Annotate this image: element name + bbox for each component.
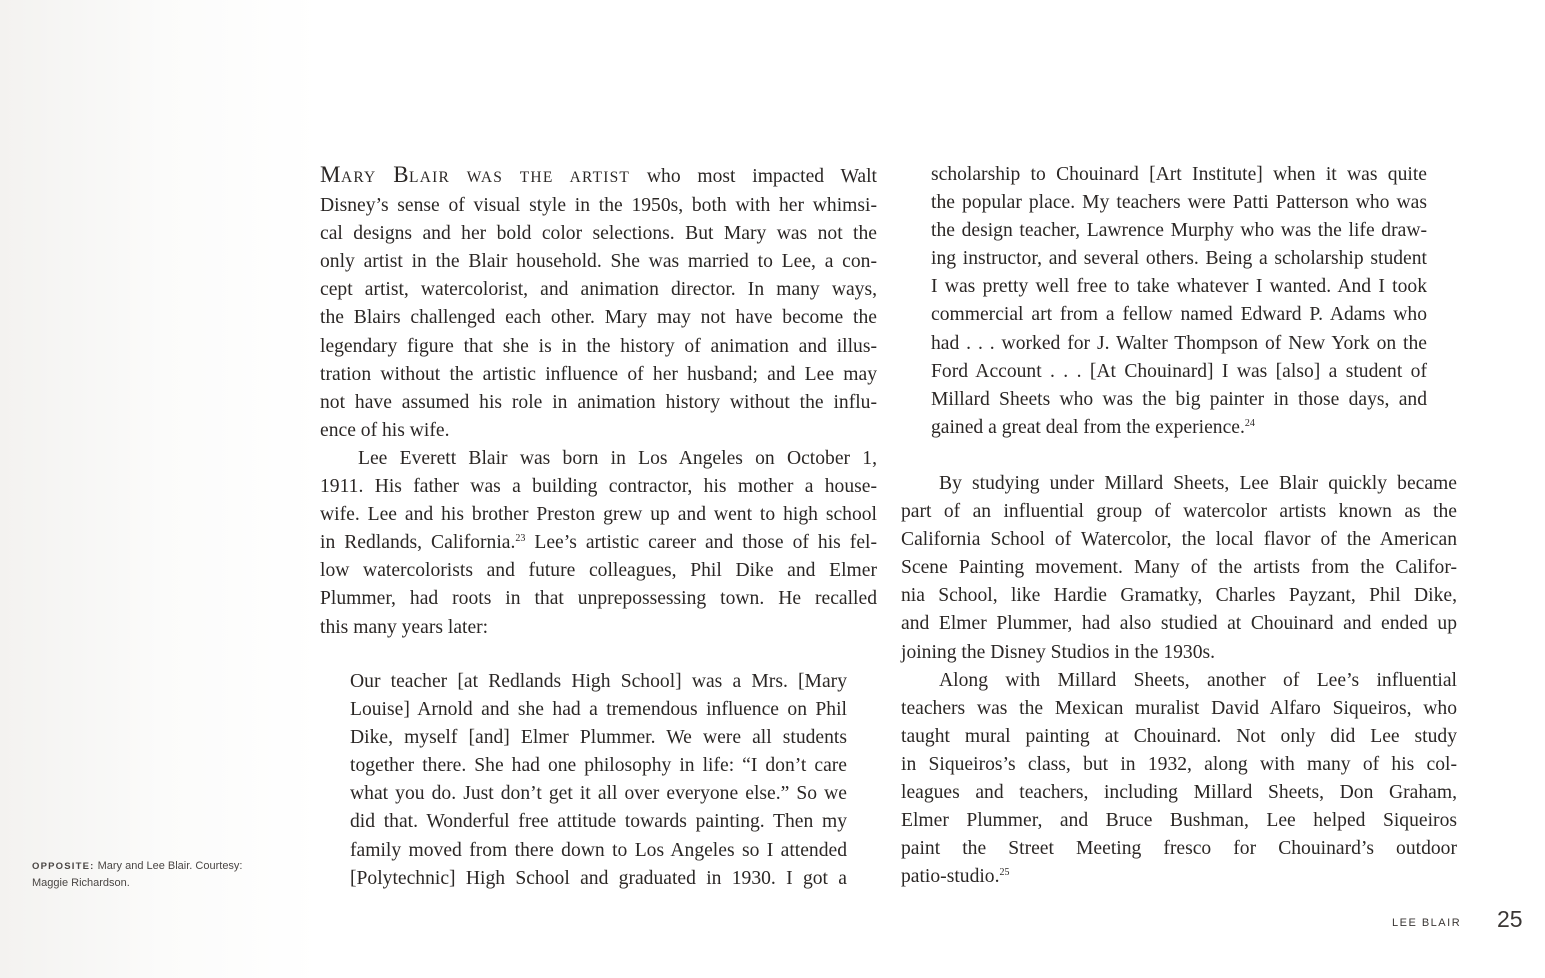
text-line: California School of Watercolor, the local flavor of the American — [901, 529, 1457, 551]
text-line: tration without the artistic influence of her husband; and Lee may — [320, 363, 877, 385]
text-line: part of an influential group of watercolor artists known as the — [901, 501, 1457, 523]
text-line: this many years later: — [320, 616, 489, 638]
small-caps-lead: WAS THE ARTIST — [466, 169, 631, 186]
page-number: 25 — [1497, 906, 1523, 932]
text-line: cept artist, watercolorist, and animation director. In many ways, — [320, 279, 877, 301]
quote-line: the popular place. My teachers were Patti Patterson who was — [931, 192, 1427, 214]
quote-line: Millard Sheets who was the big painter in those days, and — [931, 388, 1427, 410]
quote-line — [931, 414, 1427, 442]
quote-line: Dike, myself [and] Elmer Plummer. We were all students — [350, 727, 847, 749]
quote-line: [Polytechnic] High School and graduated in 1930. I got a — [350, 867, 847, 889]
footnote-ref: 25 — [999, 867, 1010, 879]
text-line: Along with Millard Sheets, another of Lee’s influential — [939, 669, 1457, 691]
opening-line — [320, 161, 877, 192]
text-line: 1911. His father was a building contractor, his mother a house- — [320, 476, 877, 498]
text-line: Lee Everett Blair was born in Los Angeles on October 1, — [358, 447, 877, 469]
text-run: Lee’s artistic career and those of his fel- — [525, 532, 877, 554]
drop-cap: M — [320, 162, 341, 187]
text-line: joining the Disney Studios in the 1930s. — [901, 641, 1216, 663]
text-line: paint the Street Meeting fresco for Chouinard’s outdoor — [901, 838, 1457, 860]
quote-line: commercial art from a fellow named Edward P. Adams who — [931, 304, 1427, 326]
body-column-left — [320, 161, 877, 642]
text-line: leagues and teachers, including Millard Sheets, Don Graham, — [901, 782, 1457, 804]
text-line: Elmer Plummer, and Bruce Bushman, Lee helped Siqueiros — [901, 810, 1457, 832]
quote-line: scholarship to Chouinard [Art Institute] when it was quite — [931, 164, 1427, 185]
small-caps-lead: LAIR — [409, 169, 451, 186]
quote-line: had . . . worked for J. Walter Thompson of New York on the — [931, 332, 1427, 354]
text-line: teachers was the Mexican muralist David Alfaro Siqueiros, who — [901, 697, 1457, 719]
quote-line: the design teacher, Lawrence Murphy who was the life draw- — [931, 220, 1427, 242]
text-line: nia School, like Hardie Gramatky, Charles Payzant, Phil Dike, — [901, 585, 1457, 607]
text-line: By studying under Millard Sheets, Lee Blair quickly became — [939, 473, 1457, 494]
text-run: gained a great deal from the experience. — [931, 416, 1245, 438]
text-line: in Siqueiros’s class, but in 1932, along with many of his col- — [901, 753, 1457, 775]
text-run: patio-studio. — [901, 866, 1000, 888]
text-line: Scene Painting movement. Many of the artists from the Califor- — [901, 557, 1457, 579]
caption-text: Mary and Lee Blair. Courtesy: — [94, 860, 243, 872]
quote-line: family moved from there down to Los Angeles so I attended — [350, 839, 847, 861]
text-line: not have assumed his role in animation history without the influ- — [320, 391, 877, 413]
photo-caption — [32, 858, 272, 891]
text-line: ence of his wife. — [320, 419, 450, 441]
block-quote-right — [931, 161, 1427, 442]
quote-line: I was pretty well free to take whatever I wanted. And I took — [931, 276, 1427, 298]
block-quote-left — [350, 668, 847, 893]
quote-line: Our teacher [at Redlands High School] was a Mrs. [Mary — [350, 671, 847, 692]
text-line: wife. Lee and his brother Preston grew up and went to high school — [320, 504, 877, 526]
text-line: only artist in the Blair household. She was married to Lee, a con- — [320, 251, 877, 273]
text-line: low watercolorists and future colleagues, Phil Dike and Elmer — [320, 560, 877, 582]
caption-label: OPPOSITE: — [32, 861, 95, 872]
footnote-ref: 24 — [1244, 417, 1255, 429]
text-line: Plummer, had roots in that unprepossessing town. He recalled — [320, 588, 877, 610]
quote-line: Louise] Arnold and she had a tremendous influence on Phil — [350, 699, 847, 721]
text-line — [320, 529, 877, 557]
quote-line: ing instructor, and several others. Being a scholarship student — [931, 248, 1427, 270]
running-head: LEE BLAIR — [1392, 917, 1462, 929]
footnote-ref: 23 — [515, 533, 526, 545]
text-line: the Blairs challenged each other. Mary may not have become the — [320, 307, 877, 329]
quote-line: Ford Account . . . [At Chouinard] I was [also] a student of — [931, 360, 1427, 382]
quote-line: together there. She had one philosophy in life: “I don’t care — [350, 755, 847, 777]
text-line: taught mural painting at Chouinard. Not only did Lee study — [901, 725, 1457, 747]
text-run: in Redlands, California. — [320, 532, 516, 554]
body-column-right — [901, 470, 1457, 891]
text-line: and Elmer Plummer, had also studied at Chouinard and ended up — [901, 613, 1457, 635]
small-caps-lead: ARY — [340, 169, 377, 186]
caption-credit: Maggie Richardson. — [32, 877, 130, 889]
text-line: legendary figure that she is in the history of animation and illus- — [320, 335, 877, 357]
text-line — [901, 863, 1457, 891]
quote-line: did that. Wonderful free attitude towards painting. Then my — [350, 811, 847, 833]
small-caps-cap: B — [393, 162, 410, 187]
text-line: cal designs and her bold color selections. But Mary was not the — [320, 223, 877, 245]
text-line: Disney’s sense of visual style in the 1950s, both with her whimsi- — [320, 195, 877, 217]
opening-line-rest: who most impacted Walt — [646, 166, 877, 187]
quote-line: what you do. Just don’t get it all over everyone else.” So we — [350, 783, 847, 805]
